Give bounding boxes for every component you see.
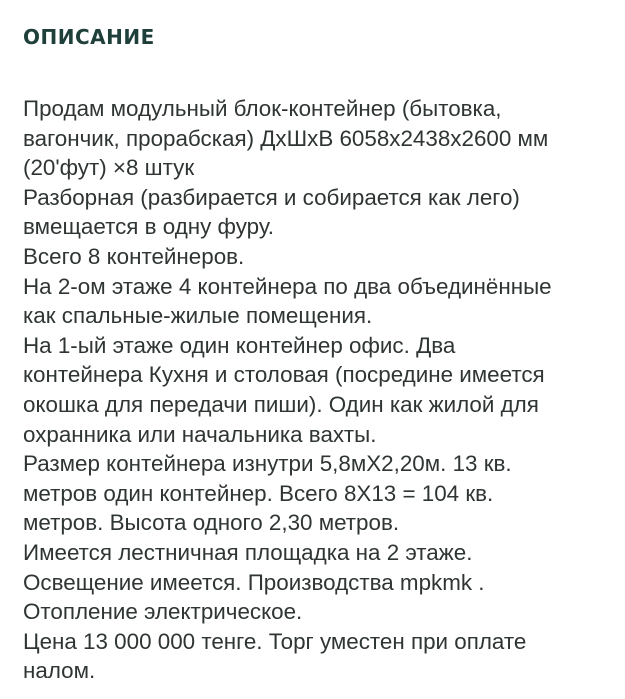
description-line: На 2-ом этаже 4 контейнера по два объединённые xyxy=(23,273,552,299)
description-line: Размер контейнера изнутри 5,8мХ2,20м. 13 кв. xyxy=(23,451,512,477)
description-line: Всего 8 контейнеров. xyxy=(23,243,245,269)
description-line: как спальные-жилые помещения. xyxy=(23,303,373,329)
description-line: контейнера Кухня и столовая (посредине имеется xyxy=(23,362,545,388)
description-line: Имеется лестничная площадка на 2 этаже. xyxy=(23,539,473,565)
description-line: На 1-ый этаже один контейнер офис. Два xyxy=(23,332,456,358)
description-text xyxy=(23,94,613,686)
description-line: Отопление электрическое. xyxy=(23,599,303,625)
description-line: Разборная (разбирается и собирается как лего) xyxy=(23,184,520,210)
description-line: метров. Высота одного 2,30 метров. xyxy=(23,510,400,536)
description-line: налом. xyxy=(23,658,96,684)
description-section xyxy=(23,0,613,686)
description-line: Продам модульный блок-контейнер (бытовка, xyxy=(23,96,502,121)
description-line: вагончик, прорабская) ДхШхВ 6058х2438х2600 мм xyxy=(23,125,549,151)
description-line: (20'фут) ×8 штук xyxy=(23,155,195,181)
description-line: Освещение имеется. Производства mpkmk . xyxy=(23,569,485,595)
description-line: вмещается в одну фуру. xyxy=(23,214,275,240)
description-line: метров один контейнер. Всего 8Х13 = 104 кв. xyxy=(23,480,494,506)
description-line: Цена 13 000 000 тенге. Торг уместен при оплате xyxy=(23,628,527,654)
description-line: охранника или начальника вахты. xyxy=(23,421,377,447)
description-line: окошка для передачи пиши). Один как жилой для xyxy=(23,391,539,417)
description-heading: ОПИСАНИЕ xyxy=(23,25,155,49)
